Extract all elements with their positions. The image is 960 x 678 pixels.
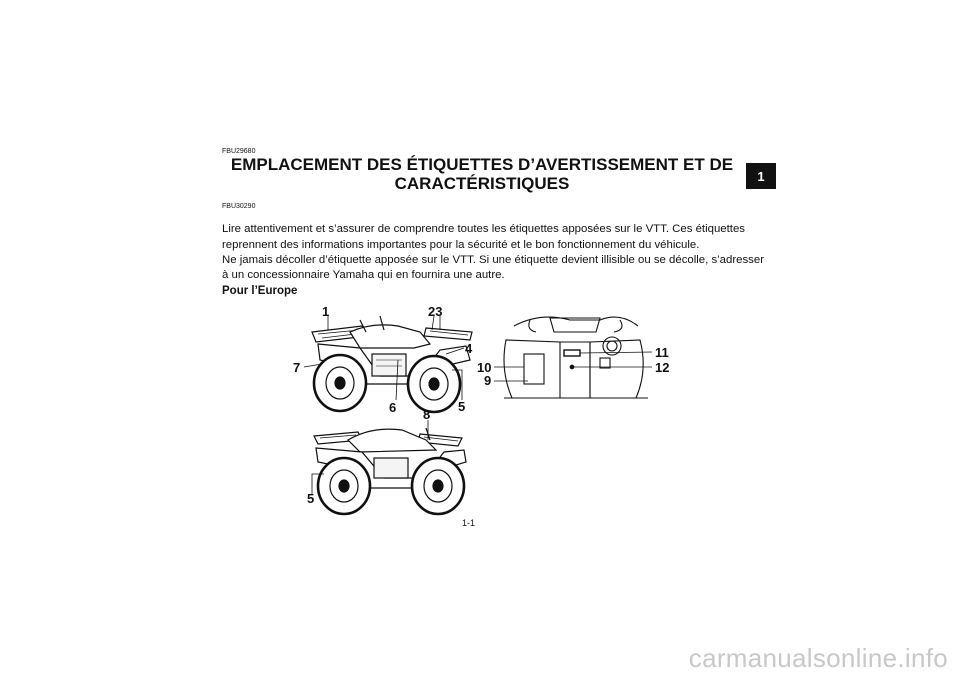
callout-1: 1: [322, 304, 330, 319]
title-line-1: EMPLACEMENT DES ÉTIQUETTES D’AVERTISSEMENT ET DE: [230, 155, 734, 174]
callout-6: 6: [389, 400, 397, 415]
chapter-tab: 1: [746, 163, 776, 189]
atv-left-view-illustration: [312, 316, 472, 412]
callout-11: 11: [655, 345, 669, 360]
callout-5: 5: [458, 399, 466, 414]
subsection-code: FBU30290: [222, 203, 256, 210]
paragraph-line: reprennent des informations importantes pour la sécurité et le bon fonctionnement du véhicule.: [222, 239, 700, 251]
atv-right-view-illustration: [314, 428, 466, 514]
callout-5-bottom: 5: [307, 491, 315, 506]
callout-9: 9: [484, 373, 492, 388]
title-line-2: CARACTÉRISTIQUES: [394, 174, 570, 193]
callout-23: 23: [428, 304, 443, 319]
callout-10: 10: [477, 360, 492, 375]
region-heading: Pour l’Europe: [222, 285, 298, 297]
paragraph-line: Ne jamais décoller d’étiquette apposée sur le VTT. Si une étiquette devient illisible ou se décolle, s’adresser: [222, 254, 764, 266]
callout-4: 4: [465, 341, 473, 356]
paragraph-line: à un concessionnaire Yamaha qui en fournira une autre.: [222, 269, 505, 281]
callout-12: 12: [655, 360, 670, 375]
page-number: 1-1: [462, 518, 476, 528]
atv-top-view-illustration: [504, 317, 648, 398]
callout-8: 8: [423, 407, 431, 422]
callout-7: 7: [293, 360, 301, 375]
section-code: FBU29680: [222, 148, 256, 155]
paragraph-line: Lire attentivement et s’assurer de comprendre toutes les étiquettes apposées sur le VTT. Ces étiquettes: [222, 223, 745, 235]
watermark: carmanualsonline.info: [688, 643, 948, 673]
